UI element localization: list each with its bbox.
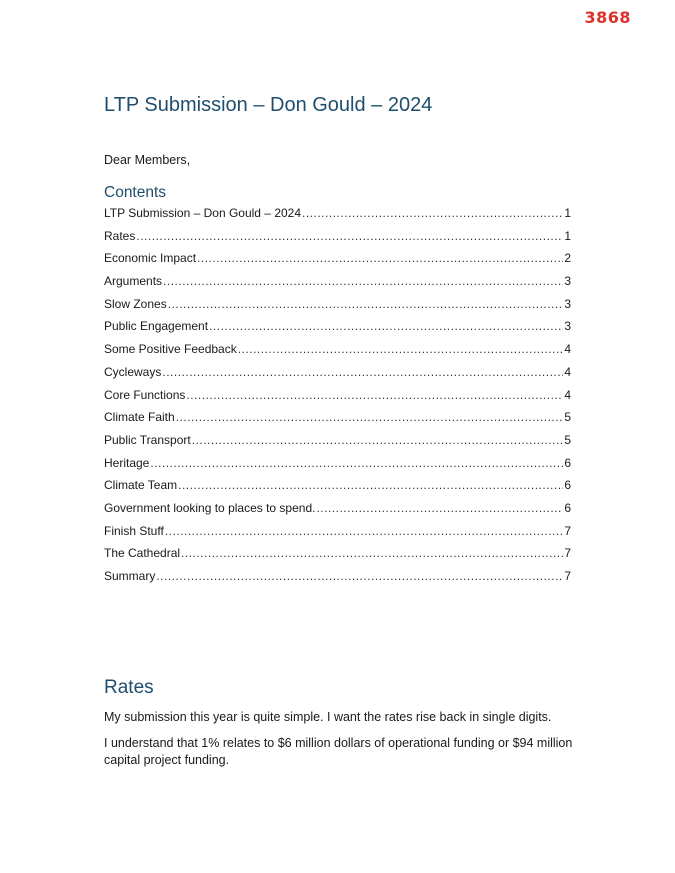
toc-entry[interactable] <box>104 274 571 297</box>
toc-dot-leader <box>168 297 564 311</box>
toc-entry-page: 3 <box>564 296 571 311</box>
toc-entry-label: Heritage <box>104 455 150 470</box>
toc-entry-page: 2 <box>564 251 571 266</box>
toc-dot-leader <box>156 569 563 583</box>
toc-dot-leader <box>178 478 563 492</box>
toc-entry[interactable] <box>104 229 571 252</box>
toc-entry-page: 1 <box>564 228 571 243</box>
toc-entry[interactable] <box>104 365 571 388</box>
rates-heading: Rates <box>104 677 154 698</box>
toc-entry-label: Some Positive Feedback <box>104 342 237 357</box>
toc-entry[interactable] <box>104 388 571 411</box>
toc-entry-label: Arguments <box>104 274 163 289</box>
toc-entry-page: 1 <box>564 206 571 220</box>
toc-entry[interactable] <box>104 569 571 592</box>
toc-entry[interactable] <box>104 410 571 433</box>
toc-entry-label: Finish Stuff <box>104 523 164 538</box>
toc-entry-page: 7 <box>564 523 571 538</box>
toc-entry-label: Government looking to places to spend. <box>104 500 316 515</box>
toc-dot-leader <box>302 206 563 220</box>
toc-entry-label: Core Functions <box>104 387 186 402</box>
toc-entry-page: 6 <box>564 478 571 493</box>
toc-dot-leader <box>238 342 564 356</box>
toc-entry-label: Climate Team <box>104 478 178 493</box>
toc-entry[interactable] <box>104 478 571 501</box>
toc-entry[interactable] <box>104 342 571 365</box>
toc-dot-leader <box>150 456 563 470</box>
toc-entry-label: Public Engagement <box>104 319 209 334</box>
toc-entry-page: 3 <box>564 319 571 334</box>
toc-dot-leader <box>163 274 563 288</box>
toc-entry-page: 4 <box>564 364 571 379</box>
toc-entry-page: 6 <box>564 500 571 515</box>
toc-entry-label: Rates <box>104 228 136 243</box>
toc-entry-page: 4 <box>564 387 571 402</box>
toc-dot-leader <box>192 433 564 447</box>
toc-dot-leader <box>176 410 564 424</box>
table-of-contents <box>104 206 571 592</box>
toc-dot-leader <box>209 319 563 333</box>
toc-entry-label: Slow Zones <box>104 296 167 311</box>
greeting: Dear Members, <box>104 153 191 167</box>
toc-entry-label: The Cathedral <box>104 546 181 561</box>
toc-entry[interactable] <box>104 297 571 320</box>
toc-entry[interactable] <box>104 433 571 456</box>
rates-paragraph: I understand that 1% relates to $6 million dollars of operational funding or $94 million capital project funding. <box>104 736 573 767</box>
toc-dot-leader <box>136 229 563 243</box>
toc-dot-leader <box>165 524 564 538</box>
toc-dot-leader <box>186 388 563 402</box>
toc-entry-page: 4 <box>564 342 571 357</box>
toc-entry[interactable] <box>104 501 571 524</box>
toc-dot-leader <box>162 365 563 379</box>
toc-entry-page: 6 <box>564 455 571 470</box>
rates-paragraph: My submission this year is quite simple. I want the rates rise back in single digits. <box>104 710 552 724</box>
toc-dot-leader <box>316 501 563 515</box>
toc-heading: Contents <box>104 184 167 201</box>
toc-entry-label: Climate Faith <box>104 410 175 425</box>
toc-dot-leader <box>181 546 563 560</box>
toc-entry-label: Public Transport <box>104 432 191 447</box>
page-number: 3868 <box>584 8 631 27</box>
toc-entry[interactable] <box>104 524 571 547</box>
toc-entry[interactable] <box>104 456 571 479</box>
toc-entry[interactable] <box>104 546 571 569</box>
toc-entry[interactable] <box>104 251 571 274</box>
toc-entry-label: Economic Impact <box>104 251 197 266</box>
toc-dot-leader <box>197 251 563 265</box>
toc-entry[interactable] <box>104 206 571 229</box>
toc-entry-page: 5 <box>564 432 571 447</box>
toc-entry-label: Cycleways <box>104 364 162 379</box>
toc-entry-page: 7 <box>564 569 571 583</box>
toc-entry-page: 7 <box>564 546 571 561</box>
document-title: LTP Submission – Don Gould – 2024 <box>104 94 433 116</box>
toc-entry-page: 3 <box>564 274 571 289</box>
toc-entry-page: 5 <box>564 410 571 425</box>
toc-entry-label: Summary <box>104 569 156 583</box>
toc-entry[interactable] <box>104 319 571 342</box>
toc-entry-label: LTP Submission – Don Gould – 2024 <box>104 206 302 220</box>
